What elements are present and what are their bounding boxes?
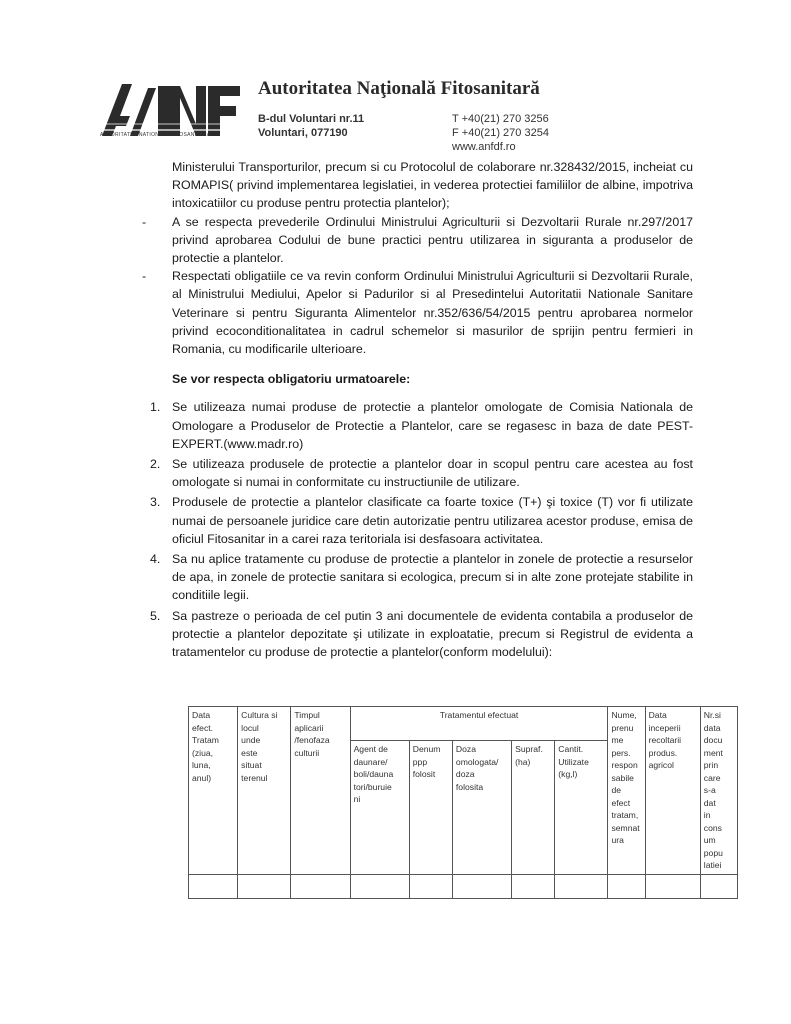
document-body xyxy=(142,158,693,663)
obligation-item xyxy=(150,607,693,662)
organization-name: Autoritatea Naţională Fitosanitară xyxy=(258,78,540,99)
header-line: folosita xyxy=(455,781,484,792)
header-line: Data xyxy=(192,710,211,720)
header-line: locul xyxy=(241,722,259,733)
document-header xyxy=(100,72,720,152)
dash-item xyxy=(142,267,693,358)
dash-item-text: Respectati obligatiile ce va revin conform Ordinului Ministrului Agriculturii si Dezvoltarii Rurale, al Ministrului Mediului, Apelor si Padurilor si al Presedintelui Autoritatii Nationale Sanitare Veterinare si pentru Siguranta Alimentelor nr.352/636/54/2015 pentru aprobarea normelor privind ecoconditionalitatea in cadrul schemelor si masurilor de sprijin pentru fermieri in Romania, cu modificarile ulterioare. xyxy=(172,269,693,357)
header-line: anul) xyxy=(192,772,212,783)
anf-logo-icon xyxy=(100,80,240,140)
header-line: Cantit. xyxy=(558,744,584,755)
phone-number: T +40(21) 270 3256 xyxy=(452,113,549,125)
header-line: Denum xyxy=(412,744,441,755)
header-line: (ha) xyxy=(515,756,531,767)
header-line: inceperii xyxy=(648,722,681,733)
header-line: omologata/ xyxy=(455,756,499,767)
header-line: efect xyxy=(611,797,631,808)
dash-item xyxy=(142,213,693,268)
header-line: in xyxy=(703,810,711,820)
dash-item-text: A se respecta prevederile Ordinului Ministrului Agriculturii si Dezvoltarii Rurale nr.297/2017 privind aprobarea Codului de bune practici pentru utilizarea in siguranta a produselor de protectie a plantelor. xyxy=(172,214,693,266)
header-line: boli/dauna xyxy=(353,769,394,780)
table-row-empty xyxy=(189,874,738,898)
dash-bullet: - xyxy=(142,269,147,284)
header-line: Data xyxy=(648,710,667,720)
header-line: tratam, xyxy=(611,810,639,820)
table-cell[interactable] xyxy=(350,874,409,898)
table-cell[interactable] xyxy=(238,874,291,898)
table-cell[interactable] xyxy=(291,874,350,898)
table-header-row xyxy=(189,707,738,741)
header-line: este xyxy=(241,747,258,758)
header-line: Doza xyxy=(455,744,476,755)
header-line: aplicarii xyxy=(294,722,324,733)
header-line: daunare/ xyxy=(353,756,388,767)
obligation-item xyxy=(150,550,693,605)
obligations-list xyxy=(150,398,693,661)
header-line: semnat xyxy=(611,822,640,833)
header-line: um xyxy=(703,835,716,845)
header-line: folosit xyxy=(412,769,436,780)
header-line: care xyxy=(703,772,721,783)
obligation-text: Sa pastreze o perioada de cel putin 3 ani documentele de evidenta contabila a produselor de protectie a plantelor depozitate şi utilizate in exploatatie, precum si Registrul de evidenta a tratamentelor cu produse de protectie a plantelor(conform modelului): xyxy=(172,608,693,660)
table-cell[interactable] xyxy=(645,874,700,898)
header-line: (ziua, xyxy=(192,747,214,758)
header-line: efect. xyxy=(192,722,214,733)
header-cell-supraf xyxy=(512,741,555,874)
header-line: situat xyxy=(241,760,262,770)
item-number: 2. xyxy=(150,457,161,472)
header-line: prenu xyxy=(611,722,634,733)
header-line: tori/buruie xyxy=(353,781,392,792)
header-line: doza xyxy=(455,769,475,780)
header-line: popu xyxy=(703,847,723,858)
table-cell[interactable] xyxy=(512,874,555,898)
obligation-item xyxy=(150,455,693,491)
header-cell-cultura xyxy=(238,707,291,875)
header-line: cons xyxy=(703,822,722,833)
header-line: produs. xyxy=(648,747,678,758)
obligations-heading: Se vor respecta obligatoriu urmatoarele: xyxy=(172,372,411,387)
header-cell-nr-si-data xyxy=(700,707,737,875)
header-line: de xyxy=(611,785,622,795)
header-line: culturii xyxy=(294,747,320,758)
header-line: Nume, xyxy=(611,710,637,720)
obligation-text: Se utilizeaza numai produse de protectie a plantelor omologate de Comisia Nationala de Omologare a Produselor de Protectie a Plantelor, care se regasesc in baza de date PEST-EXPERT.(www.madr.ro) xyxy=(172,400,693,451)
item-number: 5. xyxy=(150,608,161,623)
obligation-item xyxy=(150,493,693,548)
header-line: data xyxy=(703,722,721,733)
header-line: me xyxy=(611,735,624,745)
intro-paragraph: Ministerului Transporturilor, precum si cu Protocolul de colaborare nr.328432/2015, incheiat cu ROMAPIS( privind implementarea legislatiei, in vederea protectiei familiilor de albine, impotriva intoxicatiilor cu produse pentru protectia plantelor); xyxy=(172,160,693,211)
header-cell-denum xyxy=(409,741,452,874)
header-line: Cultura si xyxy=(241,710,278,720)
header-cell-timpul xyxy=(291,707,350,875)
item-number: 1. xyxy=(150,400,161,415)
header-line: dat xyxy=(703,797,716,808)
table-cell[interactable] xyxy=(452,874,511,898)
obligation-text: Se utilizeaza produsele de protectie a plantelor doar in scopul pentru care acestea au fost omologate si numai in conformitate cu instructiunile de utilizare. xyxy=(172,457,693,490)
table-cell[interactable] xyxy=(189,874,238,898)
header-line: latiei xyxy=(703,860,722,870)
table-cell[interactable] xyxy=(700,874,737,898)
header-line: Tratam xyxy=(192,735,219,745)
header-line: (kg,l) xyxy=(558,769,578,780)
header-line: agricol xyxy=(648,760,674,770)
address-line-1: B-dul Voluntari nr.11 xyxy=(258,113,365,125)
table-cell[interactable] xyxy=(608,874,645,898)
treatment-register-table xyxy=(188,706,738,899)
header-line: prin xyxy=(703,760,719,770)
header-cell-tratament: Tratamentul efectuat xyxy=(350,707,608,741)
table-cell[interactable] xyxy=(555,874,608,898)
header-line: Agent de xyxy=(353,744,388,755)
header-line: ppp xyxy=(412,756,428,767)
header-line: unde xyxy=(241,735,261,745)
item-number: 4. xyxy=(150,552,161,567)
header-line: sabile xyxy=(611,772,634,783)
header-line: respon xyxy=(611,760,638,770)
address-block xyxy=(258,112,364,140)
header-line: ni xyxy=(353,794,361,805)
obligation-text: Sa nu aplice tratamente cu produse de protectie a plantelor in zonele de protectie a resurselor de apa, in zonele de protectie sanitara si ecologica, precum si in alte zone protejate stabilite in conditiile legii. xyxy=(172,552,693,603)
header-cell-cantit xyxy=(555,741,608,874)
header-line: s-a xyxy=(703,785,716,795)
header-line: Nr.si xyxy=(703,710,721,720)
header-cell-data xyxy=(189,707,238,875)
header-line: terenul xyxy=(241,772,268,783)
header-line: docu xyxy=(703,735,723,745)
obligation-text: Produsele de protectie a plantelor clasificate ca foarte toxice (T+) şi toxice (T) vor fi utilizate numai de persoanele juridice care detin autorizatie pentru utilizarea acestor produse, emisa de oficiul Fitosanitar in a carei raza teritoriala isi desfasoara activitatea. xyxy=(172,495,693,546)
item-number: 3. xyxy=(150,495,161,510)
header-line: pers. xyxy=(611,747,631,758)
header-line: ura xyxy=(611,835,624,845)
header-line: Utilizate xyxy=(558,756,589,767)
logo-subtitle: AUTORITATEA NATIONALA FITOSANITARA xyxy=(100,132,211,138)
address-line-2: Voluntari, 077190 xyxy=(258,127,348,139)
header-cell-data-inceperii xyxy=(645,707,700,875)
dash-bullet: - xyxy=(142,214,147,229)
header-line: Supraf. xyxy=(515,744,543,755)
contact-block xyxy=(452,112,549,154)
header-cell-doza xyxy=(452,741,511,874)
website-link[interactable]: www.anfdf.ro xyxy=(452,141,516,153)
header-line: Timpul xyxy=(294,710,320,720)
header-cell-nume xyxy=(608,707,645,875)
obligation-item xyxy=(150,398,693,453)
header-line: ment xyxy=(703,747,723,758)
header-line: /fenofaza xyxy=(294,735,330,745)
header-cell-agent xyxy=(350,741,409,874)
header-line: luna, xyxy=(192,760,211,770)
table-cell[interactable] xyxy=(409,874,452,898)
header-line: recoltarii xyxy=(648,735,682,745)
fax-number: F +40(21) 270 3254 xyxy=(452,127,549,139)
